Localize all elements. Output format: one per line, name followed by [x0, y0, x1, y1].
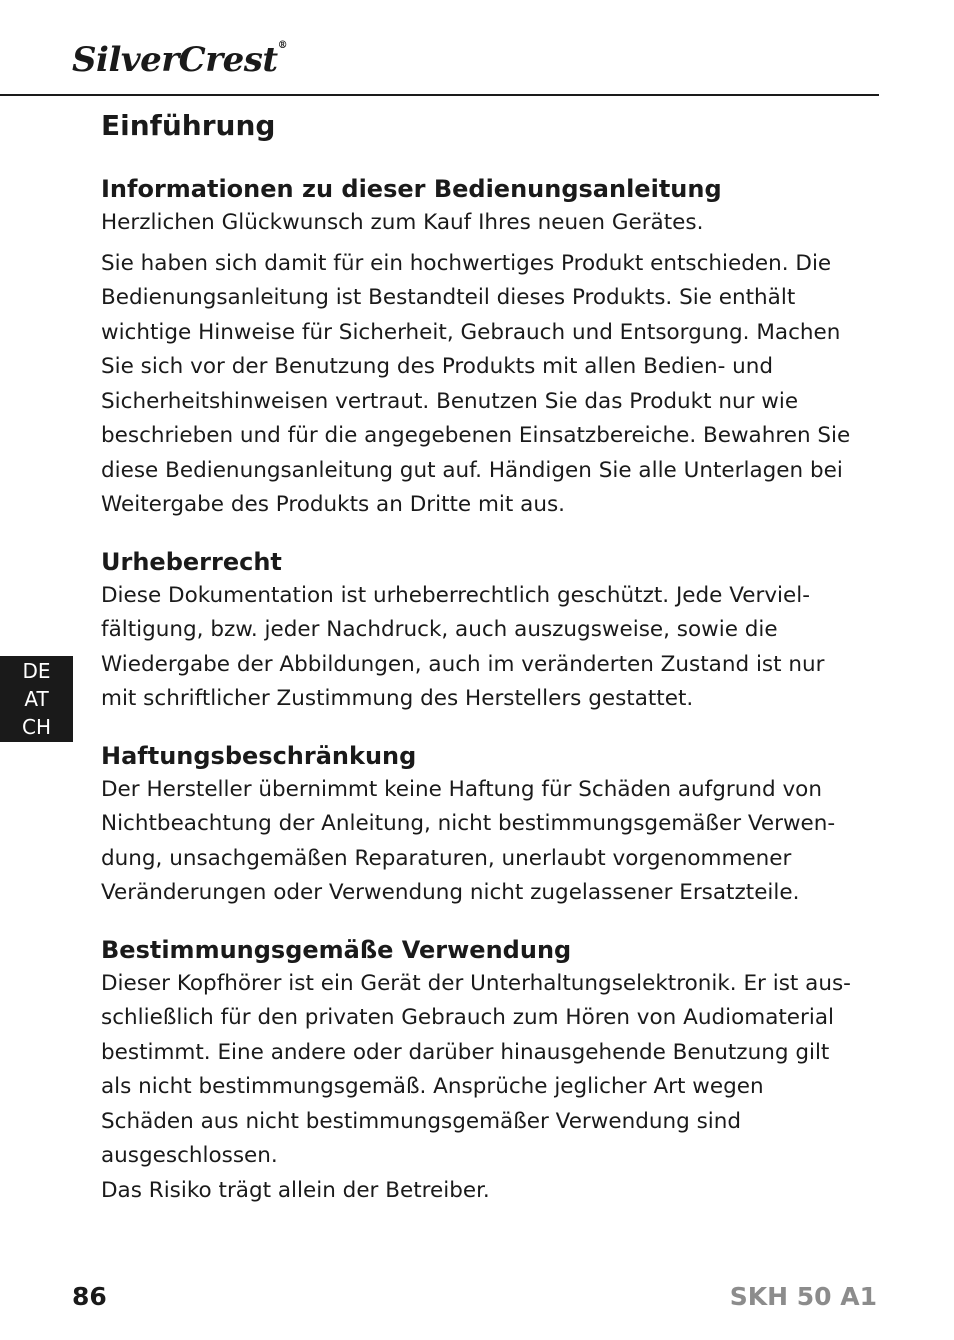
lang-ch: CH: [21, 715, 51, 739]
intended-use-paragraph-2: Das Risiko trägt allein der Betreiber.: [101, 1177, 490, 1203]
lang-at: AT: [24, 687, 49, 711]
page-title: Einführung: [101, 109, 276, 142]
brand-logo: [72, 40, 287, 80]
intended-use-paragraph-1: Dieser Kopfhörer ist ein Gerät der Unterhaltungselektronik. Er ist ausschließlich für den privaten Gebrauch zum Hören von Audiomaterial bestimmt. Eine andere oder darüber hinausgehende Benutzung gilt als nicht bestimmungsgemäß. Ansprüche jeglicher Art wegen Schäden aus nicht bestimmungsgemäßer Verwendung sind ausgeschlossen.: [101, 970, 851, 1168]
section-heading-copyright: Urheberrecht: [101, 547, 282, 576]
registered-mark: ®: [277, 40, 288, 51]
header-divider: [0, 94, 879, 96]
page-number: 86: [72, 1282, 107, 1311]
info-paragraph-2: Sie haben sich damit für ein hochwertiges Produkt entschieden. Die Bedienungsanleitung ist Bestandteil dieses Produkts. Sie enthält wichtige Hinweise für Sicherheit, Gebrauch und Entsorgung. Machen Sie sich vor der Benutzung des Produkts mit allen Bedien- und Sicherheitshinweisen vertraut. Benutzen Sie das Produkt nur wie beschrieben und für die angegebenen Einsatzbereiche. Bewahren Sie diese Bedienungsanleitung gut auf. Händigen Sie alle Unterlagen bei Weitergabe des Produkts an Dritte mit aus.: [101, 250, 851, 517]
language-tab: [0, 656, 73, 742]
model-number: SKH 50 A1: [729, 1282, 877, 1311]
brand-name: SilverCrest: [72, 40, 278, 80]
lang-de: DE: [22, 659, 51, 683]
copyright-paragraph: Diese Dokumentation ist urheberrechtlich geschützt. Jede Vervielfältigung, bzw. jeder Nachdruck, auch auszugsweise, sowie die Wiedergabe der Abbildungen, auch im veränderten Zustand ist nur mit schriftlicher Zustimmung des Herstellers gestattet.: [101, 582, 825, 711]
liability-paragraph: Der Hersteller übernimmt keine Haftung für Schäden aufgrund von Nichtbeachtung der Anleitung, nicht bestimmungsgemäßer Verwendung, unsachgemäßen Reparaturen, unerlaubt vorgenommener Veränderungen oder Verwendung nicht zugelassener Ersatzteile.: [101, 776, 836, 905]
info-paragraph-1: Herzlichen Glückwunsch zum Kauf Ihres neuen Gerätes.: [101, 210, 704, 235]
section-heading-intended-use: Bestimmungsgemäße Verwendung: [101, 935, 572, 964]
section-heading-liability: Haftungsbeschränkung: [101, 741, 417, 770]
page-content: [101, 104, 861, 1208]
section-heading-info: Informationen zu dieser Bedienungsanleitung: [101, 175, 722, 203]
